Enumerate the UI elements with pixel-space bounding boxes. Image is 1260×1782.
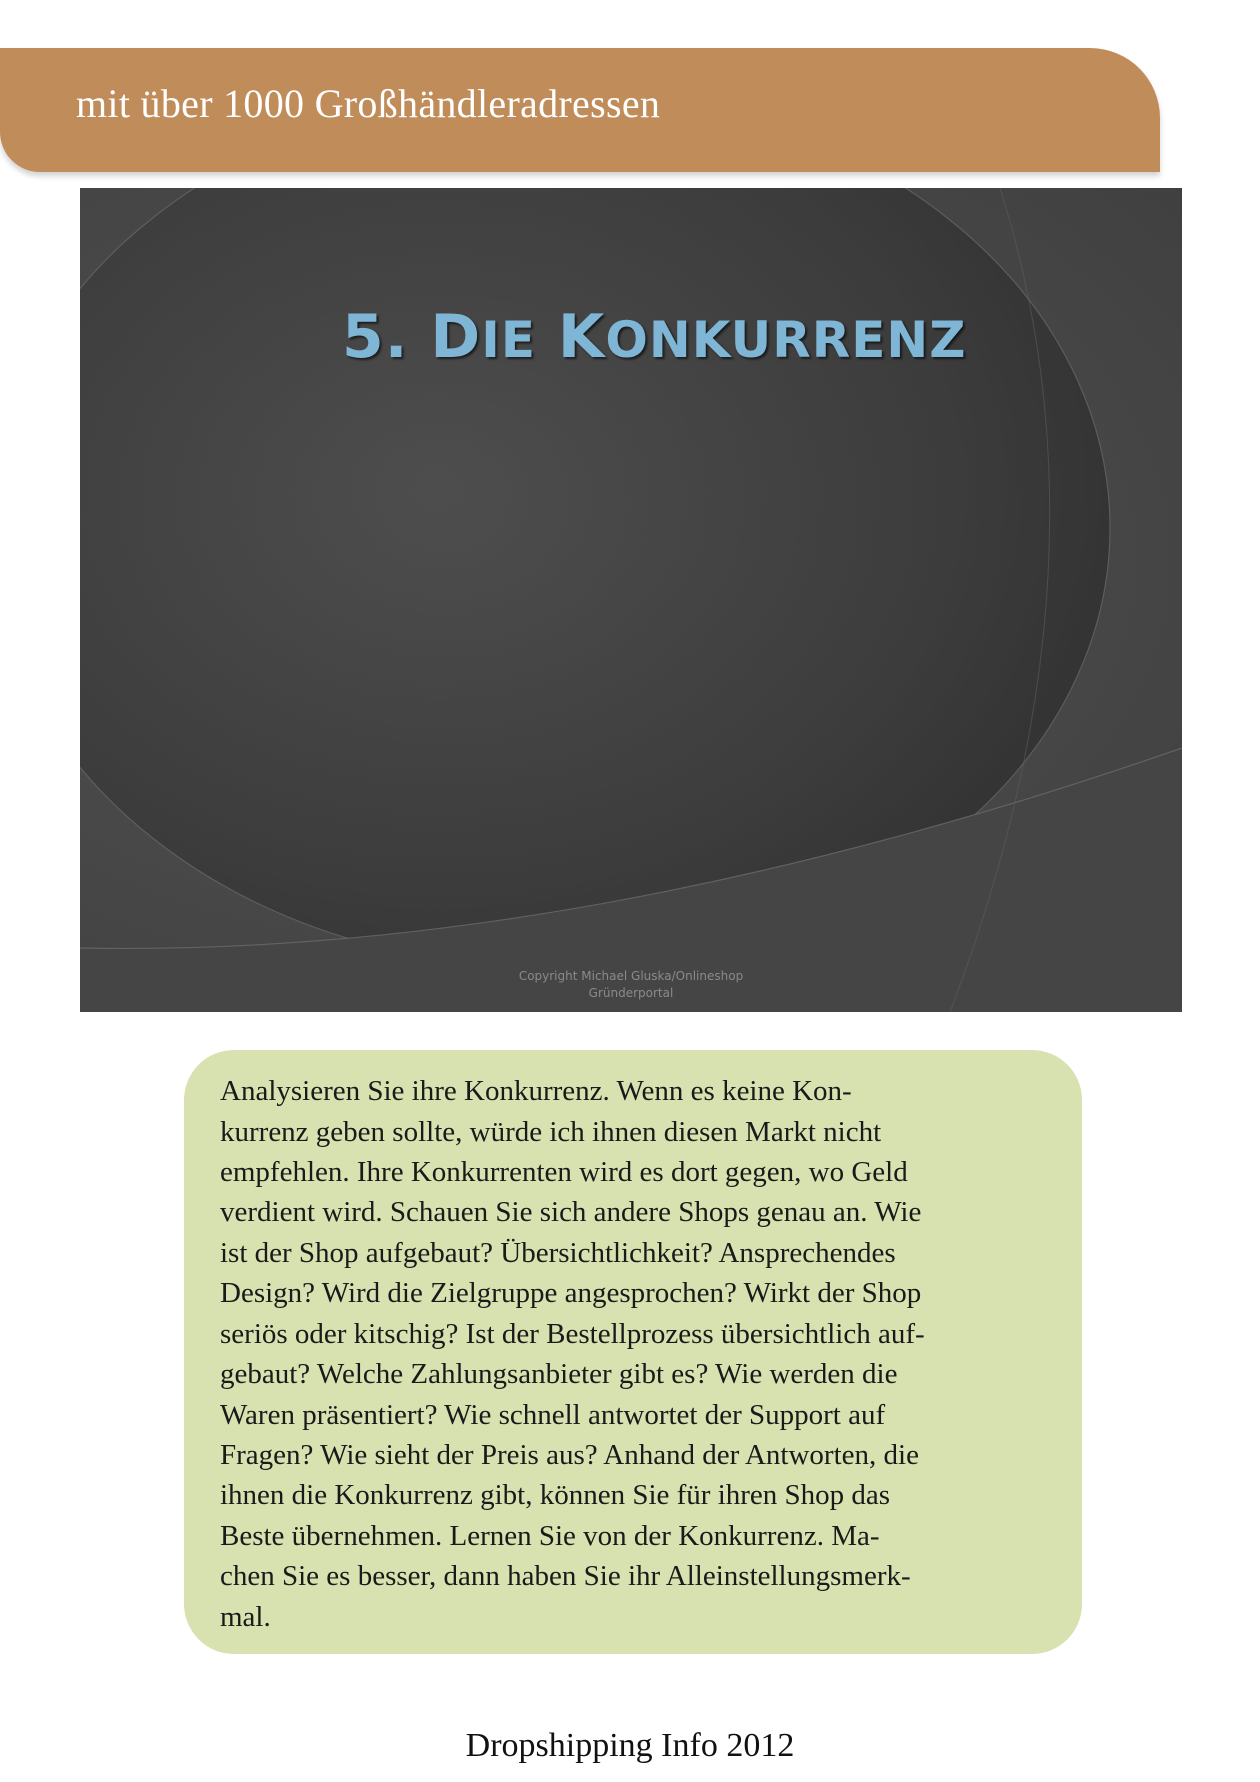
slide-title	[80, 302, 1182, 372]
body-line: mal.	[220, 1601, 271, 1633]
footer-text: Dropshipping Info 2012	[465, 1727, 795, 1764]
body-line: Fragen? Wie sieht der Preis aus? Anhand der Antworten, die	[220, 1439, 919, 1471]
body-line: Analysieren Sie ihre Konkurrenz. Wenn es keine Kon-	[220, 1075, 852, 1107]
body-line: verdient wird. Schauen Sie sich andere Shops genau an. Wie	[220, 1196, 922, 1228]
header-title: mit über 1000 Großhändleradressen	[76, 81, 661, 126]
slide-title-part: ONKURRENZ	[605, 311, 967, 369]
body-line: ihnen die Konkurrenz gibt, können Sie für ihren Shop das	[220, 1479, 891, 1511]
body-line: kurrenz geben sollte, würde ich ihnen diesen Markt nicht	[220, 1116, 882, 1148]
body-line: seriös oder kitschig? Ist der Bestellprozess übersichtlich auf-	[220, 1318, 925, 1350]
copyright-line: Gründerportal	[588, 986, 674, 1000]
body-line: Beste übernehmen. Lernen Sie von der Konkurrenz. Ma-	[220, 1520, 880, 1552]
copyright-line: Copyright Michael Gluska/Onlineshop	[518, 969, 744, 983]
body-line: gebaut? Welche Zahlungsanbieter gibt es? Wie werden die	[220, 1358, 898, 1390]
slide-copyright	[80, 968, 1182, 1002]
body-line: chen Sie es besser, dann haben Sie ihr Alleinstellungsmerk-	[220, 1560, 911, 1592]
body-line: empfehlen. Ihre Konkurrenten wird es dort gegen, wo Geld	[220, 1156, 908, 1188]
body-line: Design? Wird die Zielgruppe angesprochen? Wirkt der Shop	[220, 1277, 922, 1309]
slide-image	[80, 188, 1182, 1012]
slide-title-part: 5. D	[342, 302, 482, 372]
body-line: ist der Shop aufgebaut? Übersichtlichkeit? Ansprechendes	[220, 1237, 896, 1269]
slide-title-part: IE	[481, 311, 536, 369]
body-line: Waren präsentiert? Wie schnell antwortet der Support auf	[220, 1399, 886, 1431]
slide-title-part: K	[536, 302, 606, 372]
